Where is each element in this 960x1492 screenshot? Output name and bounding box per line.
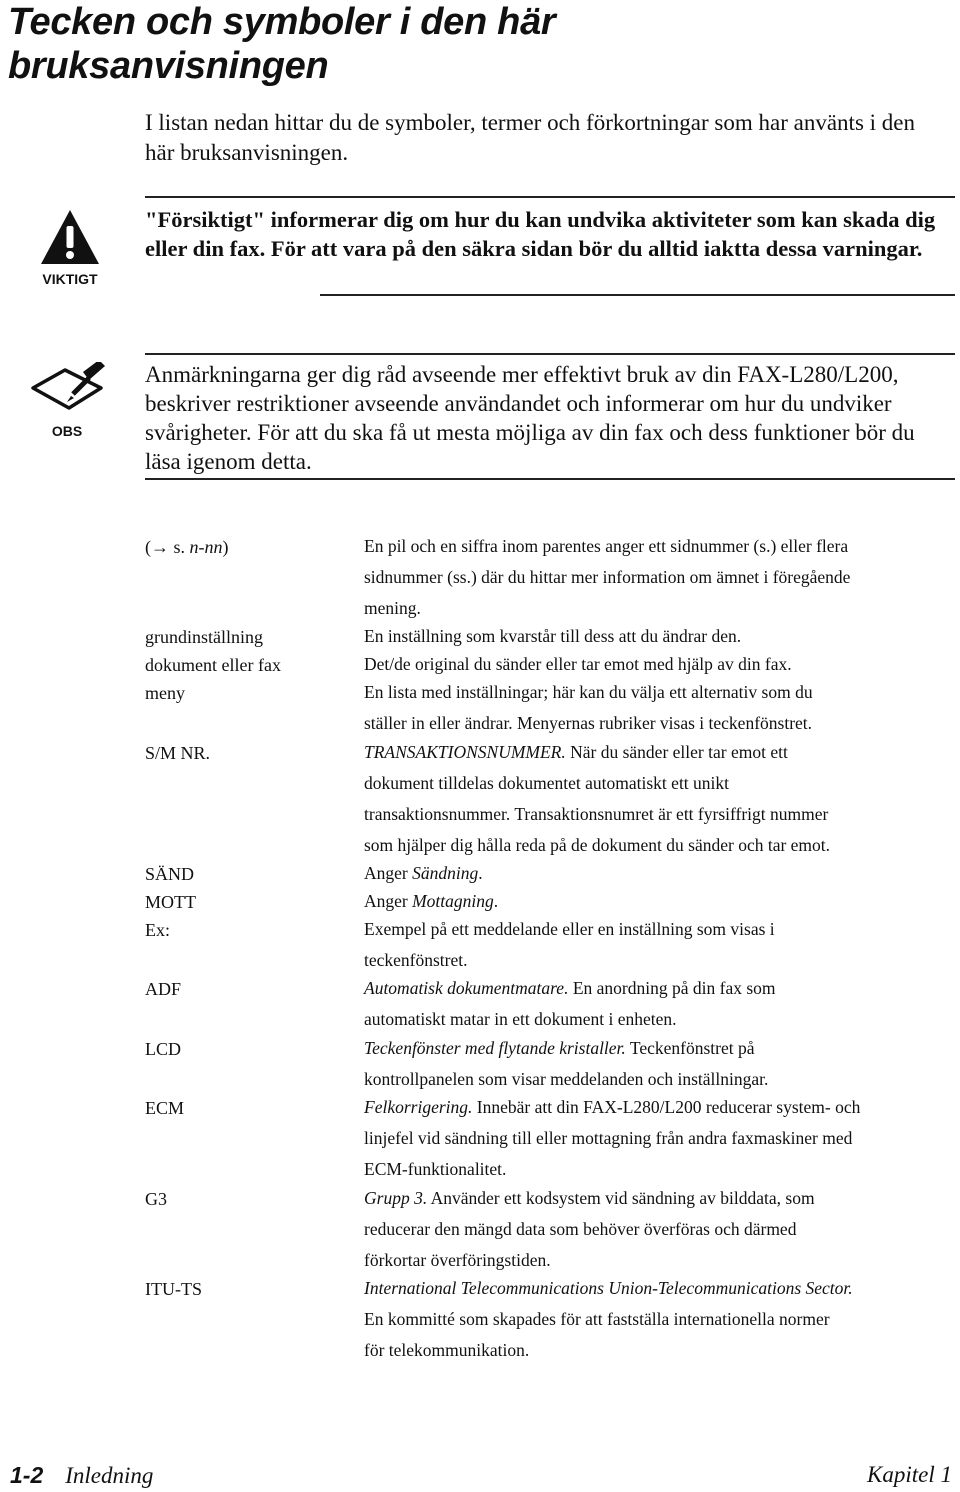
term-definition — [364, 737, 956, 861]
definition-line: Exempel på ett meddelande eller en inställning som visas i — [364, 919, 775, 939]
definition-line: Felkorrigering. Innebär att din FAX-L280/L200 reducerar system- och — [364, 1097, 861, 1117]
warning-label: VIKTIGT — [42, 271, 98, 287]
term-label: G3 — [145, 1189, 167, 1209]
term-label: (→ s. n-nn) — [145, 537, 229, 557]
definition-line: Teckenfönster med flytande kristaller. Teckenfönstret på — [364, 1038, 755, 1058]
definition-line: dokument tilldelas dokumentet automatiskt ett unikt — [364, 773, 730, 793]
term-definition — [364, 1033, 956, 1095]
warning-text: "Försiktigt" informerar dig om hur du kan undvika aktiviteter som kan skada dig eller din fax. För att vara på den säkra sidan bör du alltid iaktta dessa varningar. — [145, 207, 936, 261]
term-label: Ex: — [145, 920, 170, 940]
definition-line: sidnummer (ss.) där du hittar mer information om ämnet i föregående — [364, 567, 851, 587]
footer-left — [10, 1462, 153, 1489]
chapter-name: Kapitel 1 — [867, 1462, 952, 1487]
notepad-pencil-icon — [27, 362, 107, 418]
definition-line: En pil och en siffra inom parentes anger ett sidnummer (s.) eller flera — [364, 536, 849, 556]
term-label: MOTT — [145, 892, 196, 912]
note-label: OBS — [51, 423, 83, 439]
term-definition — [364, 677, 956, 739]
definition-line: teckenfönstret. — [364, 950, 468, 970]
page-title — [8, 0, 555, 88]
definition-line: ställer in eller ändrar. Menyernas rubriker visas i teckenfönstret. — [364, 713, 813, 733]
definition-line: linjefel vid sändning till eller mottagning från andra faxmaskiner med — [364, 1128, 853, 1148]
term-definition — [364, 914, 956, 976]
term-definition — [364, 858, 956, 889]
definition-line: Anger Mottagning. — [364, 891, 499, 911]
definition-line: ECM-funktionalitet. — [364, 1159, 507, 1179]
note-bottom-rule — [145, 478, 955, 480]
term-definition — [364, 886, 956, 917]
term-definition — [364, 1183, 956, 1276]
term-definition — [364, 621, 956, 652]
definition-line: för telekommunikation. — [364, 1340, 530, 1360]
definition-line: Grupp 3. Använder ett kodsystem vid sändning av bilddata, som — [364, 1188, 815, 1208]
warning-top-rule — [145, 196, 955, 198]
definition-line: transaktionsnummer. Transaktionsnumret är ett fyrsiffrigt nummer — [364, 804, 829, 824]
term-label: grundinställning — [145, 627, 263, 647]
intro-paragraph: I listan nedan hittar du de symboler, termer och förkortningar som har använts i den här bruksanvisningen. — [145, 110, 915, 165]
term-label: dokument eller fax — [145, 655, 281, 675]
term-label: ADF — [145, 979, 182, 999]
definition-line: En inställning som kvarstår till dess att du ändrar den. — [364, 626, 742, 646]
warning-triangle-icon — [39, 208, 101, 266]
definition-line: TRANSAKTIONSNUMMER. När du sänder eller tar emot ett — [364, 742, 788, 762]
term-label: SÄND — [145, 864, 195, 884]
definition-line: kontrollpanelen som visar meddelanden och inställningar. — [364, 1069, 769, 1089]
definition-line: Anger Sändning. — [364, 863, 483, 883]
term-label: LCD — [145, 1039, 181, 1059]
page-title-line1: Tecken och symboler i den här — [8, 1, 556, 43]
term-definition — [364, 973, 956, 1035]
term-definition — [364, 1092, 956, 1185]
term-label: meny — [145, 683, 185, 703]
definition-line: International Telecommunications Union-Telecommunications Sector. — [364, 1278, 853, 1298]
term-label: S/M NR. — [145, 743, 211, 763]
term-label: ITU-TS — [145, 1279, 202, 1299]
definition-line: förkortar överföringstiden. — [364, 1250, 551, 1270]
definition-line: Det/de original du sänder eller tar emot med hjälp av din fax. — [364, 654, 792, 674]
definition-line: reducerar den mängd data som behöver överföras och därmed — [364, 1219, 797, 1239]
term-label: ECM — [145, 1098, 185, 1118]
warning-bottom-rule — [320, 294, 955, 296]
definition-line: En lista med inställningar; här kan du välja ett alternativ som du — [364, 682, 813, 702]
page-title-line2: bruksanvisningen — [8, 45, 329, 87]
definition-line: som hjälper dig hålla reda på de dokument du sänder och tar emot. — [364, 835, 831, 855]
note-top-rule — [145, 353, 955, 355]
definition-line: mening. — [364, 598, 421, 618]
definition-line: automatiskt matar in ett dokument i enheten. — [364, 1009, 677, 1029]
note-icon-box — [22, 362, 112, 439]
term-definition — [364, 649, 956, 680]
term-definition — [364, 1273, 956, 1366]
definition-line: En kommitté som skapades för att fastställa internationella normer — [364, 1309, 830, 1329]
section-name: Inledning — [65, 1463, 154, 1488]
warning-icon-box — [38, 208, 102, 287]
term-definition — [364, 531, 956, 624]
definition-line: Automatisk dokumentmatare. En anordning på din fax som — [364, 978, 776, 998]
page-number: 1-2 — [10, 1462, 44, 1488]
note-text: Anmärkningarna ger dig råd avseende mer effektivt bruk av din FAX-L280/L200, beskriver restriktioner avseende användandet och informerar om hur du undviker svårigheter. För att du ska få ut mesta möjliga av din fax och dess funktioner bör du läsa igenom detta. — [145, 362, 915, 474]
